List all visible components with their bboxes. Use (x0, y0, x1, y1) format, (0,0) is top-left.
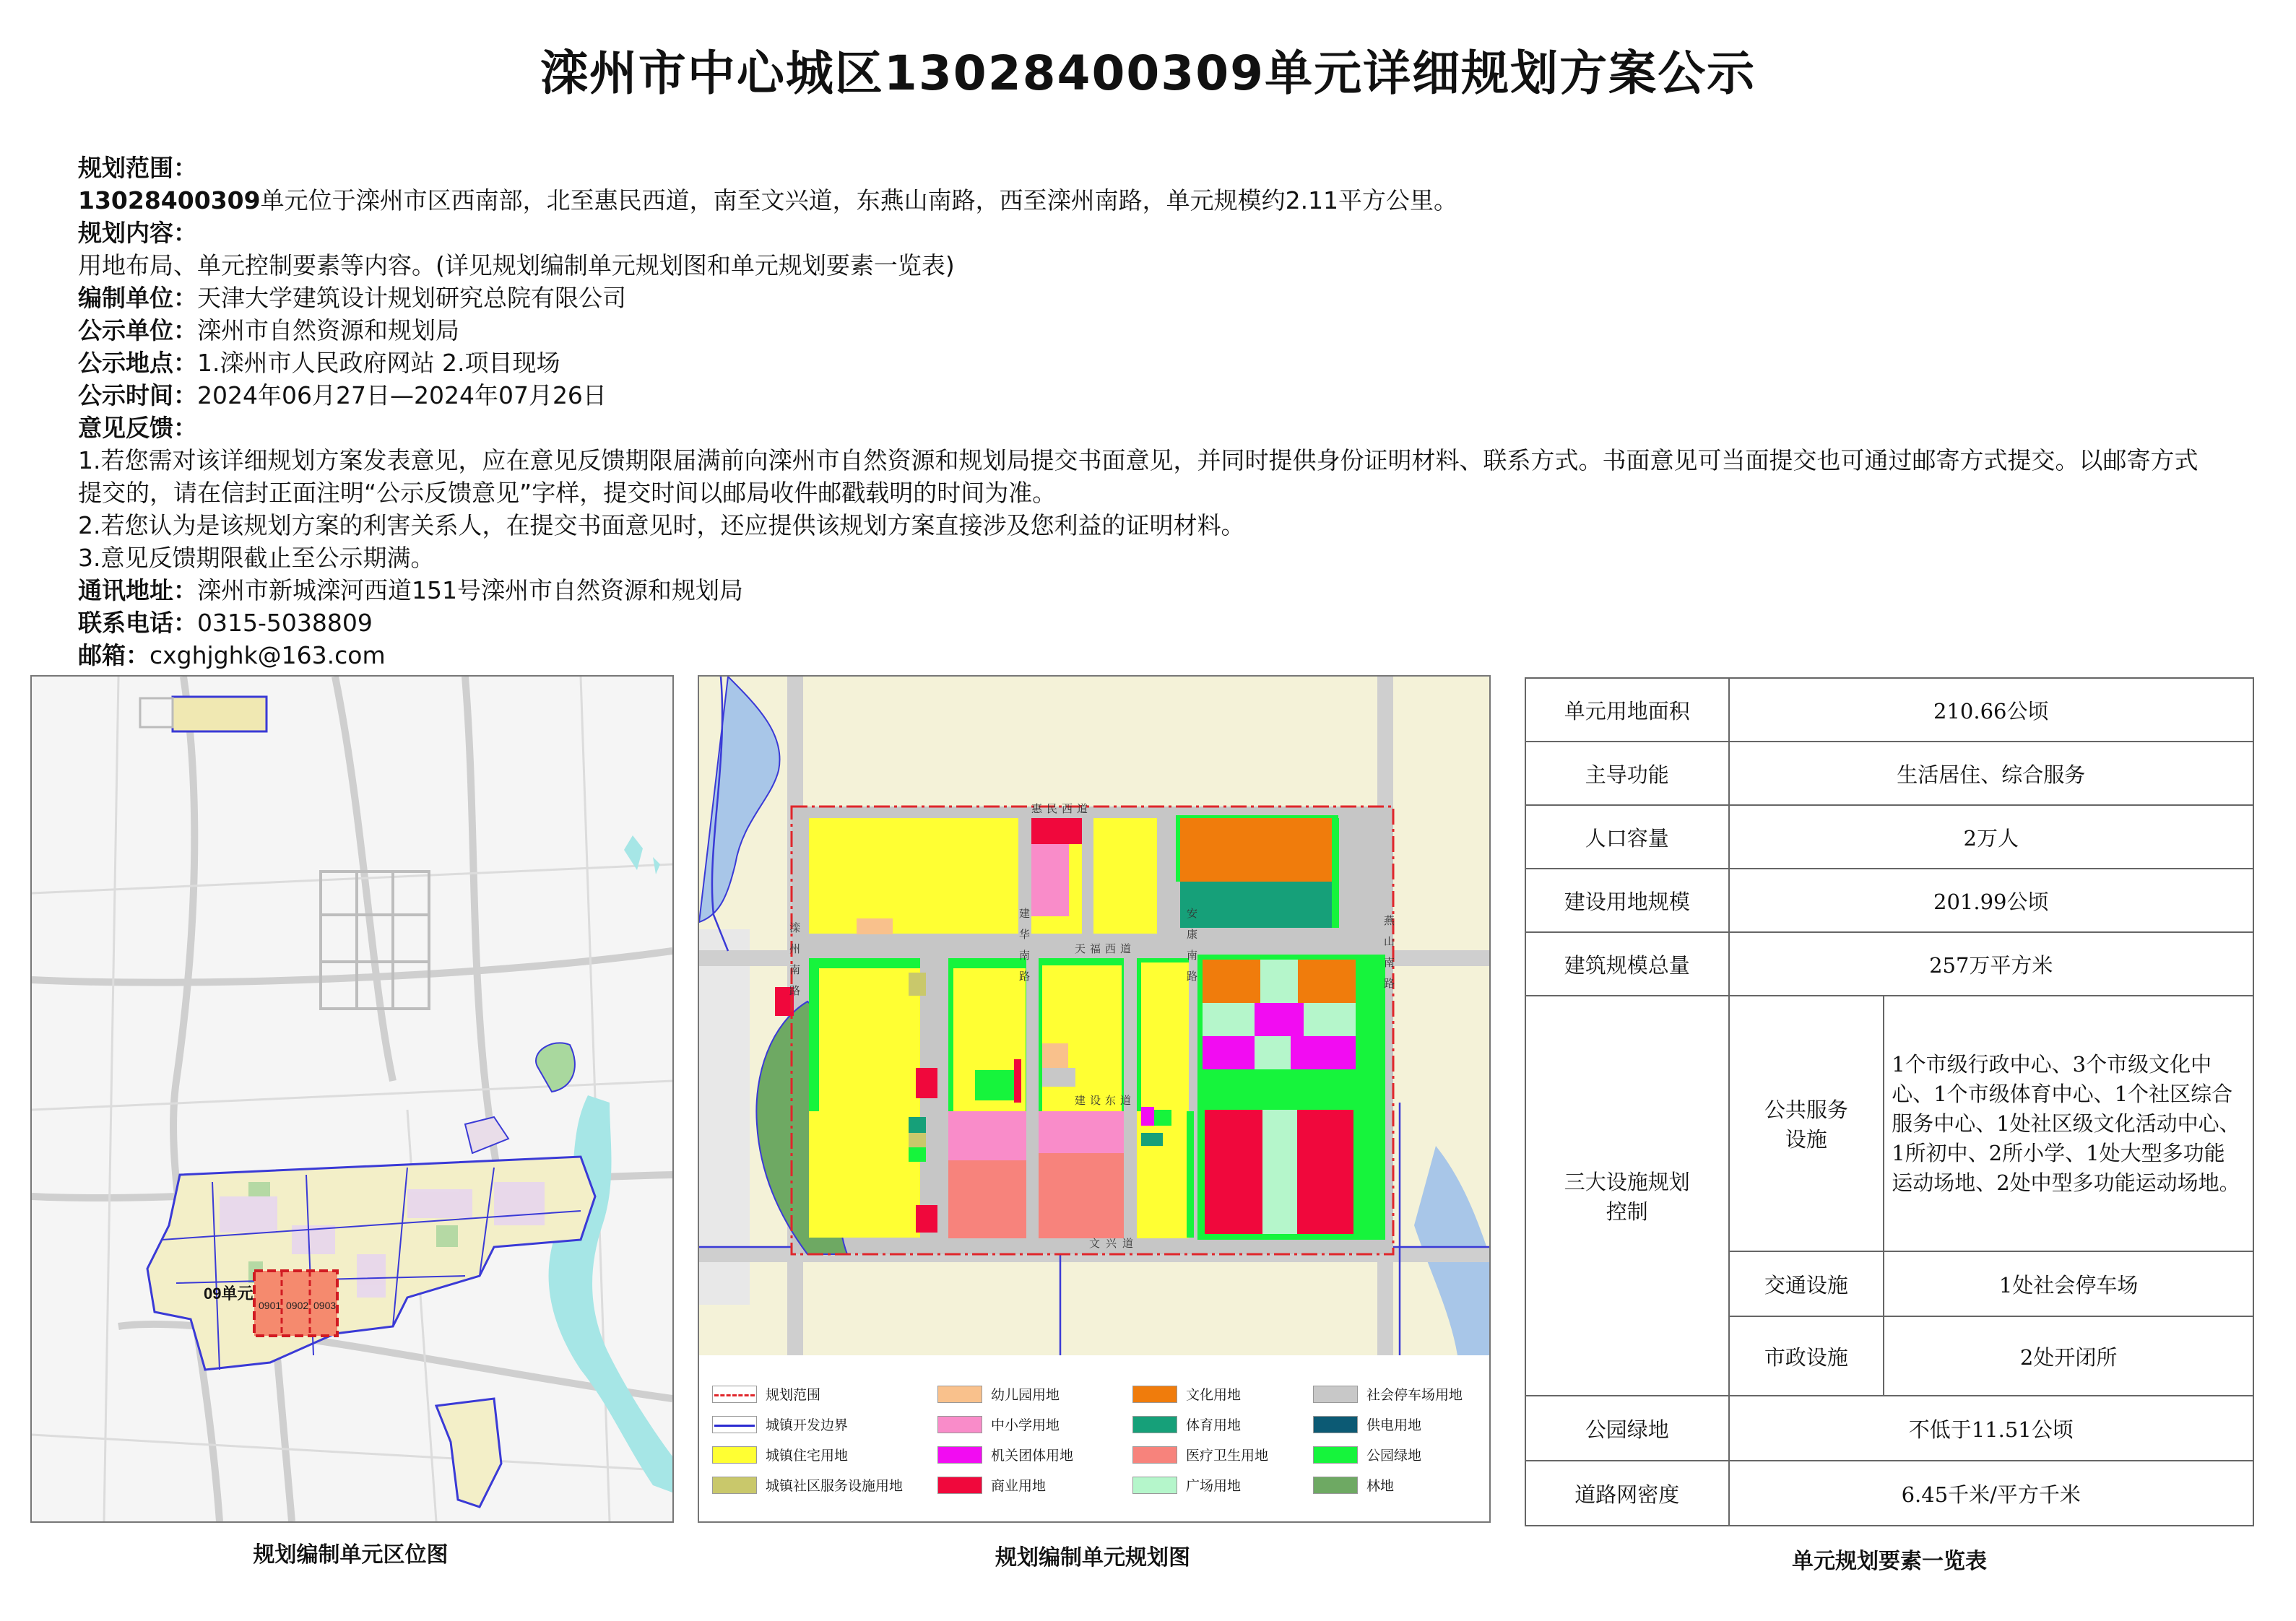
legend-swatch (712, 1416, 757, 1433)
facilities-label: 三大设施规划控制 (1525, 996, 1729, 1396)
place-value: 1.滦州市人民政府网站 2.项目现场 (197, 349, 560, 377)
sub-unit-0903: 0903 (313, 1300, 337, 1311)
legend-label: 供电用地 (1366, 1417, 1422, 1433)
row-label: 公园绿地 (1525, 1396, 1729, 1461)
content-label: 规划内容： (78, 219, 197, 247)
legend-label: 公园绿地 (1366, 1448, 1422, 1464)
legend-swatch (1132, 1386, 1177, 1403)
legend-item (1313, 1414, 1421, 1434)
legend-label: 文化用地 (1186, 1387, 1242, 1403)
table-row (1525, 932, 2253, 996)
legend-label: 城镇住宅用地 (766, 1448, 849, 1464)
scope-label: 规划范围： (78, 154, 197, 182)
legend-swatch (937, 1416, 982, 1433)
row-label: 道路网密度 (1525, 1461, 1729, 1526)
row-label: 建设用地规模 (1525, 869, 1729, 932)
legend-swatch (712, 1446, 757, 1464)
road-label-center: 建华南路 (1018, 908, 1031, 991)
sub-unit-0902: 0902 (286, 1300, 309, 1311)
location-map (32, 677, 672, 1521)
row-label: 人口容量 (1525, 805, 1729, 869)
scope-code: 13028400309 (78, 186, 261, 214)
publisher-label: 公示单位： (78, 316, 197, 344)
row-label: 建筑规模总量 (1525, 932, 1729, 996)
legend-swatch (937, 1477, 982, 1494)
feedback-item-2: 2.若您认为是该规划方案的利害关系人，在提交书面意见时，还应提供该规划方案直接涉及您利益的证明材料。 (78, 511, 1245, 539)
legend-item (712, 1445, 848, 1464)
legend (699, 1355, 1489, 1521)
plan-map-panel (698, 675, 1491, 1523)
editor-value: 天津大学建筑设计规划研究总院有限公司 (197, 284, 626, 312)
legend-swatch (1132, 1416, 1177, 1433)
legend-swatch (1313, 1446, 1358, 1464)
road-label-south: 文兴道 (1089, 1237, 1140, 1250)
legend-item (1313, 1475, 1394, 1495)
info-block (78, 152, 2245, 672)
plan-map-caption: 规划编制单元规划图 (995, 1545, 1190, 1570)
row-label: 主导功能 (1525, 742, 1729, 805)
road-label-middle2: 建设东道 (1075, 1094, 1136, 1107)
phone-value: 0315-5038809 (197, 609, 373, 637)
legend-item (712, 1475, 903, 1495)
row-label: 单元用地面积 (1525, 678, 1729, 742)
legend-label: 规划范围 (766, 1387, 821, 1403)
legend-label: 城镇开发边界 (766, 1417, 849, 1433)
legend-label: 体育用地 (1186, 1417, 1242, 1433)
editor-label: 编制单位： (78, 284, 197, 312)
address-label: 通讯地址： (78, 576, 197, 604)
location-map-caption: 规划编制单元区位图 (253, 1542, 449, 1568)
plan-map (699, 677, 1489, 1355)
legend-item (1132, 1475, 1241, 1495)
legend-item (937, 1475, 1046, 1495)
traffic-value: 1处社会停车场 (1884, 1251, 2253, 1316)
content-text: 用地布局、单元控制要素等内容。(详见规划编制单元规划图和单元规划要素一览表) (78, 251, 955, 279)
legend-swatch (712, 1477, 757, 1494)
legend-item (1313, 1384, 1463, 1404)
municipal-value: 2处开闭所 (1884, 1316, 2253, 1396)
row-value: 210.66公顷 (1729, 678, 2253, 742)
legend-item (1132, 1414, 1241, 1434)
road-label-east: 燕山南路 (1382, 915, 1395, 999)
legend-swatch (1132, 1477, 1177, 1494)
table-row (1525, 678, 2253, 742)
row-value: 生活居住、综合服务 (1729, 742, 2253, 805)
legend-item (937, 1384, 1060, 1404)
legend-item (1132, 1384, 1241, 1404)
scope-text: 单元位于滦州市区西南部，北至惠民西道，南至文兴道，东燕山南路，西至滦州南路，单元规模约2.11平方公里。 (260, 186, 1458, 214)
road-label-north: 惠民西道 (1031, 802, 1093, 815)
publisher-value: 滦州市自然资源和规划局 (197, 316, 459, 344)
legend-swatch (1132, 1446, 1177, 1464)
legend-swatch (1313, 1477, 1358, 1494)
feedback-label: 意见反馈： (78, 414, 197, 442)
row-value: 2万人 (1729, 805, 2253, 869)
page-title: 滦州市中心城区13028400309单元详细规划方案公示 (540, 45, 1756, 101)
legend-label: 商业用地 (991, 1478, 1047, 1494)
table-row (1525, 742, 2253, 805)
table-row (1525, 996, 2253, 1251)
row-value: 257万平方米 (1729, 932, 2253, 996)
municipal-label: 市政设施 (1729, 1316, 1884, 1396)
email-label: 邮箱： (78, 641, 150, 669)
table-row (1525, 1396, 2253, 1461)
legend-item (1132, 1445, 1268, 1464)
table-row (1525, 869, 2253, 932)
location-map-panel (30, 675, 674, 1523)
legend-swatch (1313, 1416, 1358, 1433)
legend-label: 林地 (1366, 1478, 1395, 1494)
row-value: 201.99公顷 (1729, 869, 2253, 932)
phone-label: 联系电话： (78, 609, 197, 637)
legend-label: 机关团体用地 (991, 1448, 1074, 1464)
table-row (1525, 805, 2253, 869)
road-label-middle1: 天福西道 (1075, 942, 1136, 955)
legend-swatch (937, 1386, 982, 1403)
legend-swatch (1313, 1386, 1358, 1403)
requirements-table (1525, 677, 2254, 1526)
public-service-label: 公共服务设施 (1729, 996, 1884, 1251)
unit-09-label: 09单元 (204, 1285, 254, 1303)
traffic-label: 交通设施 (1729, 1251, 1884, 1316)
legend-label: 社会停车场用地 (1366, 1387, 1463, 1403)
legend-item (937, 1414, 1060, 1434)
legend-swatch (937, 1446, 982, 1464)
legend-label: 广场用地 (1186, 1478, 1242, 1494)
road-label-east-inner: 安康南路 (1185, 908, 1198, 991)
row-value: 6.45千米/平方千米 (1729, 1461, 2253, 1526)
email-value: cxghjghk@163.com (150, 641, 386, 669)
feedback-item-1: 1.若您需对该详细规划方案发表意见，应在意见反馈期限届满前向滦州市自然资源和规划局提交书面意见，并同时提供身份证明材料、联系方式。书面意见可当面提交也可通过邮寄方式提交。以邮寄方式提交的，请在信封正面注明“公示反馈意见”字样，提交时间以邮局收件邮戳载明的时间为准。 (78, 446, 2198, 507)
legend-label: 中小学用地 (991, 1417, 1060, 1433)
legend-item (712, 1414, 848, 1434)
place-label: 公示地点： (78, 349, 197, 377)
address-value: 滦州市新城滦河西道151号滦州市自然资源和规划局 (197, 576, 743, 604)
time-label: 公示时间： (78, 381, 197, 409)
feedback-item-3: 3.意见反馈期限截止至公示期满。 (78, 544, 435, 572)
table-row (1525, 1461, 2253, 1526)
legend-label: 城镇社区服务设施用地 (766, 1478, 904, 1494)
legend-label: 幼儿园用地 (991, 1387, 1060, 1403)
legend-swatch (712, 1386, 757, 1403)
time-value: 2024年06月27日—2024年07月26日 (197, 381, 607, 409)
road-label-west: 滦州南路 (788, 922, 801, 1006)
public-service-value: 1个市级行政中心、3个市级文化中心、1个市级体育中心、1个社区综合服务中心、1处社区级文化活动中心、1所初中、2所小学、1处大型多功能运动场地、2处中型多功能运动场地。 (1884, 996, 2253, 1251)
sub-unit-0901: 0901 (259, 1300, 282, 1311)
legend-item (1313, 1445, 1421, 1464)
legend-label: 医疗卫生用地 (1186, 1448, 1269, 1464)
legend-item (937, 1445, 1073, 1464)
row-value: 不低于11.51公顷 (1729, 1396, 2253, 1461)
legend-item (712, 1384, 820, 1404)
table-caption: 单元规划要素一览表 (1792, 1549, 1987, 1574)
